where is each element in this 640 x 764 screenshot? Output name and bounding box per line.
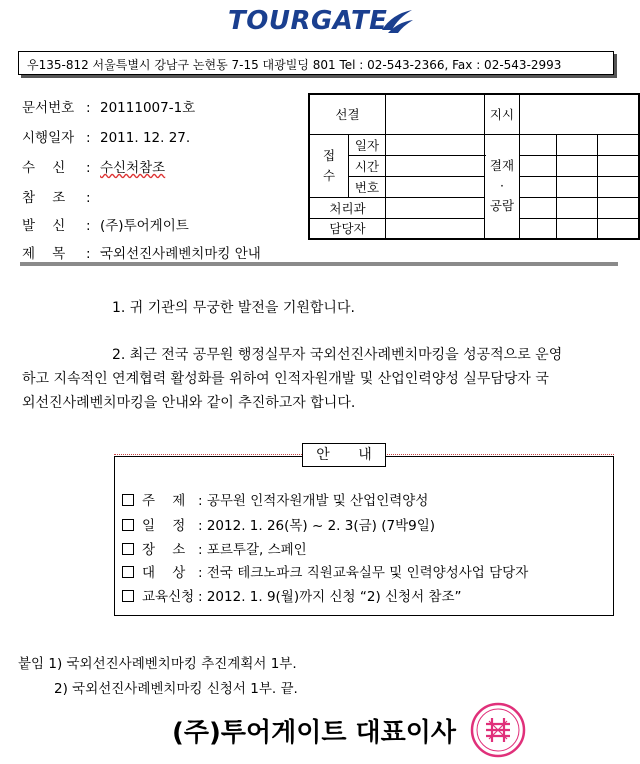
signature-text: (주)투어게이트 대표이사 <box>172 718 456 748</box>
approval-cheorigwa: 처리과 <box>309 197 386 218</box>
notice-item-value: : 공무원 인적자원개발 및 산업인력양성 <box>198 493 429 509</box>
approval-table <box>308 93 640 240</box>
checkbox-icon <box>122 494 134 506</box>
body-paragraph-2-line-3: 외선진사례벤치마킹을 안내와 같이 추진하고자 합니다. <box>22 395 356 411</box>
notice-item-key: 대 상 <box>142 565 186 581</box>
approval-ilja: 일자 <box>349 134 386 155</box>
notice-item-key: 주 제 <box>142 493 186 509</box>
notice-item <box>122 538 307 558</box>
logo-text: TOURGATE <box>228 6 388 36</box>
body-paragraph-2-line-1: 2. 최근 전국 공무원 행정실무자 국외선진사례벤치마킹을 성공적으로 운영 <box>112 347 563 363</box>
approval-jeopsu: 접 수 <box>309 134 349 197</box>
meta-value: 수신처참조 <box>100 160 166 176</box>
notice-item-value: : 전국 테크노파크 직원교육실무 및 인력양성사업 담당자 <box>198 565 529 581</box>
header-separator <box>20 262 618 266</box>
meta-label: 문서번호 <box>22 100 75 116</box>
notice-item <box>122 489 428 509</box>
checkbox-icon <box>122 566 134 578</box>
notice-item-key: 일 정 <box>142 518 186 534</box>
checkbox-icon <box>122 519 134 531</box>
address-text: 우135-812 서울특별시 강남구 논현동 7-15 대광빌딩 801 Tel : 02-543-2366, Fax : 02-543-2993 <box>27 58 562 72</box>
meta-date: 시행일자 : 2011. 12. 27. <box>22 126 190 146</box>
meta-label: 제 목 <box>22 246 66 262</box>
approval-jisi: 지시 <box>485 94 520 134</box>
meta-label: 시행일자 <box>22 130 75 146</box>
notice-title: 안 내 <box>302 443 386 467</box>
checkbox-icon <box>122 543 134 555</box>
approval-sigan: 시간 <box>349 155 386 176</box>
meta-subject: 제 목 : 국외선진사례벤치마킹 안내 <box>22 242 261 262</box>
notice-item-key: 장 소 <box>142 542 186 558</box>
notice-item <box>122 561 528 581</box>
meta-label: 발 신 <box>22 218 66 234</box>
meta-value: 20111007-1호 <box>100 100 196 116</box>
body-paragraph-2-line-2: 하고 지속적인 연계협력 활성화를 위하여 인적자원개발 및 산업인력양성 실무담당자 국 <box>22 371 549 387</box>
approval-damdangja: 담당자 <box>309 218 386 239</box>
company-logo <box>228 6 418 40</box>
meta-label: 참 조 <box>22 190 66 206</box>
meta-value: 2011. 12. 27. <box>100 130 191 146</box>
notice-item <box>122 585 462 605</box>
meta-reference: 참 조 : <box>22 186 100 206</box>
approval-gyeoljae: 결재 · 공람 <box>485 134 520 239</box>
checkbox-icon <box>122 590 134 602</box>
attachment-line-1: 붙임 1) 국외선진사례벤치마킹 추진계획서 1부. <box>18 656 297 672</box>
wave-logo-icon <box>378 8 414 36</box>
meta-label: 수 신 <box>22 160 66 176</box>
meta-value: 국외선진사례벤치마킹 안내 <box>100 246 261 262</box>
notice-item-value: : 2012. 1. 26(목) ~ 2. 3(금) (7박9일) <box>198 518 436 534</box>
meta-recipient: 수 신 : 수신처참조 <box>22 156 165 176</box>
company-seal-icon <box>470 702 526 758</box>
notice-item <box>122 514 435 534</box>
meta-doc-number: 문서번호 : 20111007-1호 <box>22 96 195 116</box>
notice-item-value: : 2012. 1. 9(월)까지 신청 “2) 신청서 참조” <box>198 589 462 605</box>
approval-seongyeol: 선결 <box>309 94 386 134</box>
meta-sender: 발 신 : (주)투어게이트 <box>22 214 189 234</box>
body-paragraph-1: 1. 귀 기관의 무궁한 발전을 기원합니다. <box>112 300 355 316</box>
address-box <box>18 51 614 75</box>
notice-item-key: 교육신청 <box>142 589 195 605</box>
approval-beonho: 번호 <box>349 176 386 197</box>
notice-item-value: : 포르투갈, 스페인 <box>198 542 307 558</box>
meta-value: (주)투어게이트 <box>100 218 189 234</box>
attachment-line-2: 2) 국외선진사례벤치마킹 신청서 1부. 끝. <box>54 681 298 697</box>
